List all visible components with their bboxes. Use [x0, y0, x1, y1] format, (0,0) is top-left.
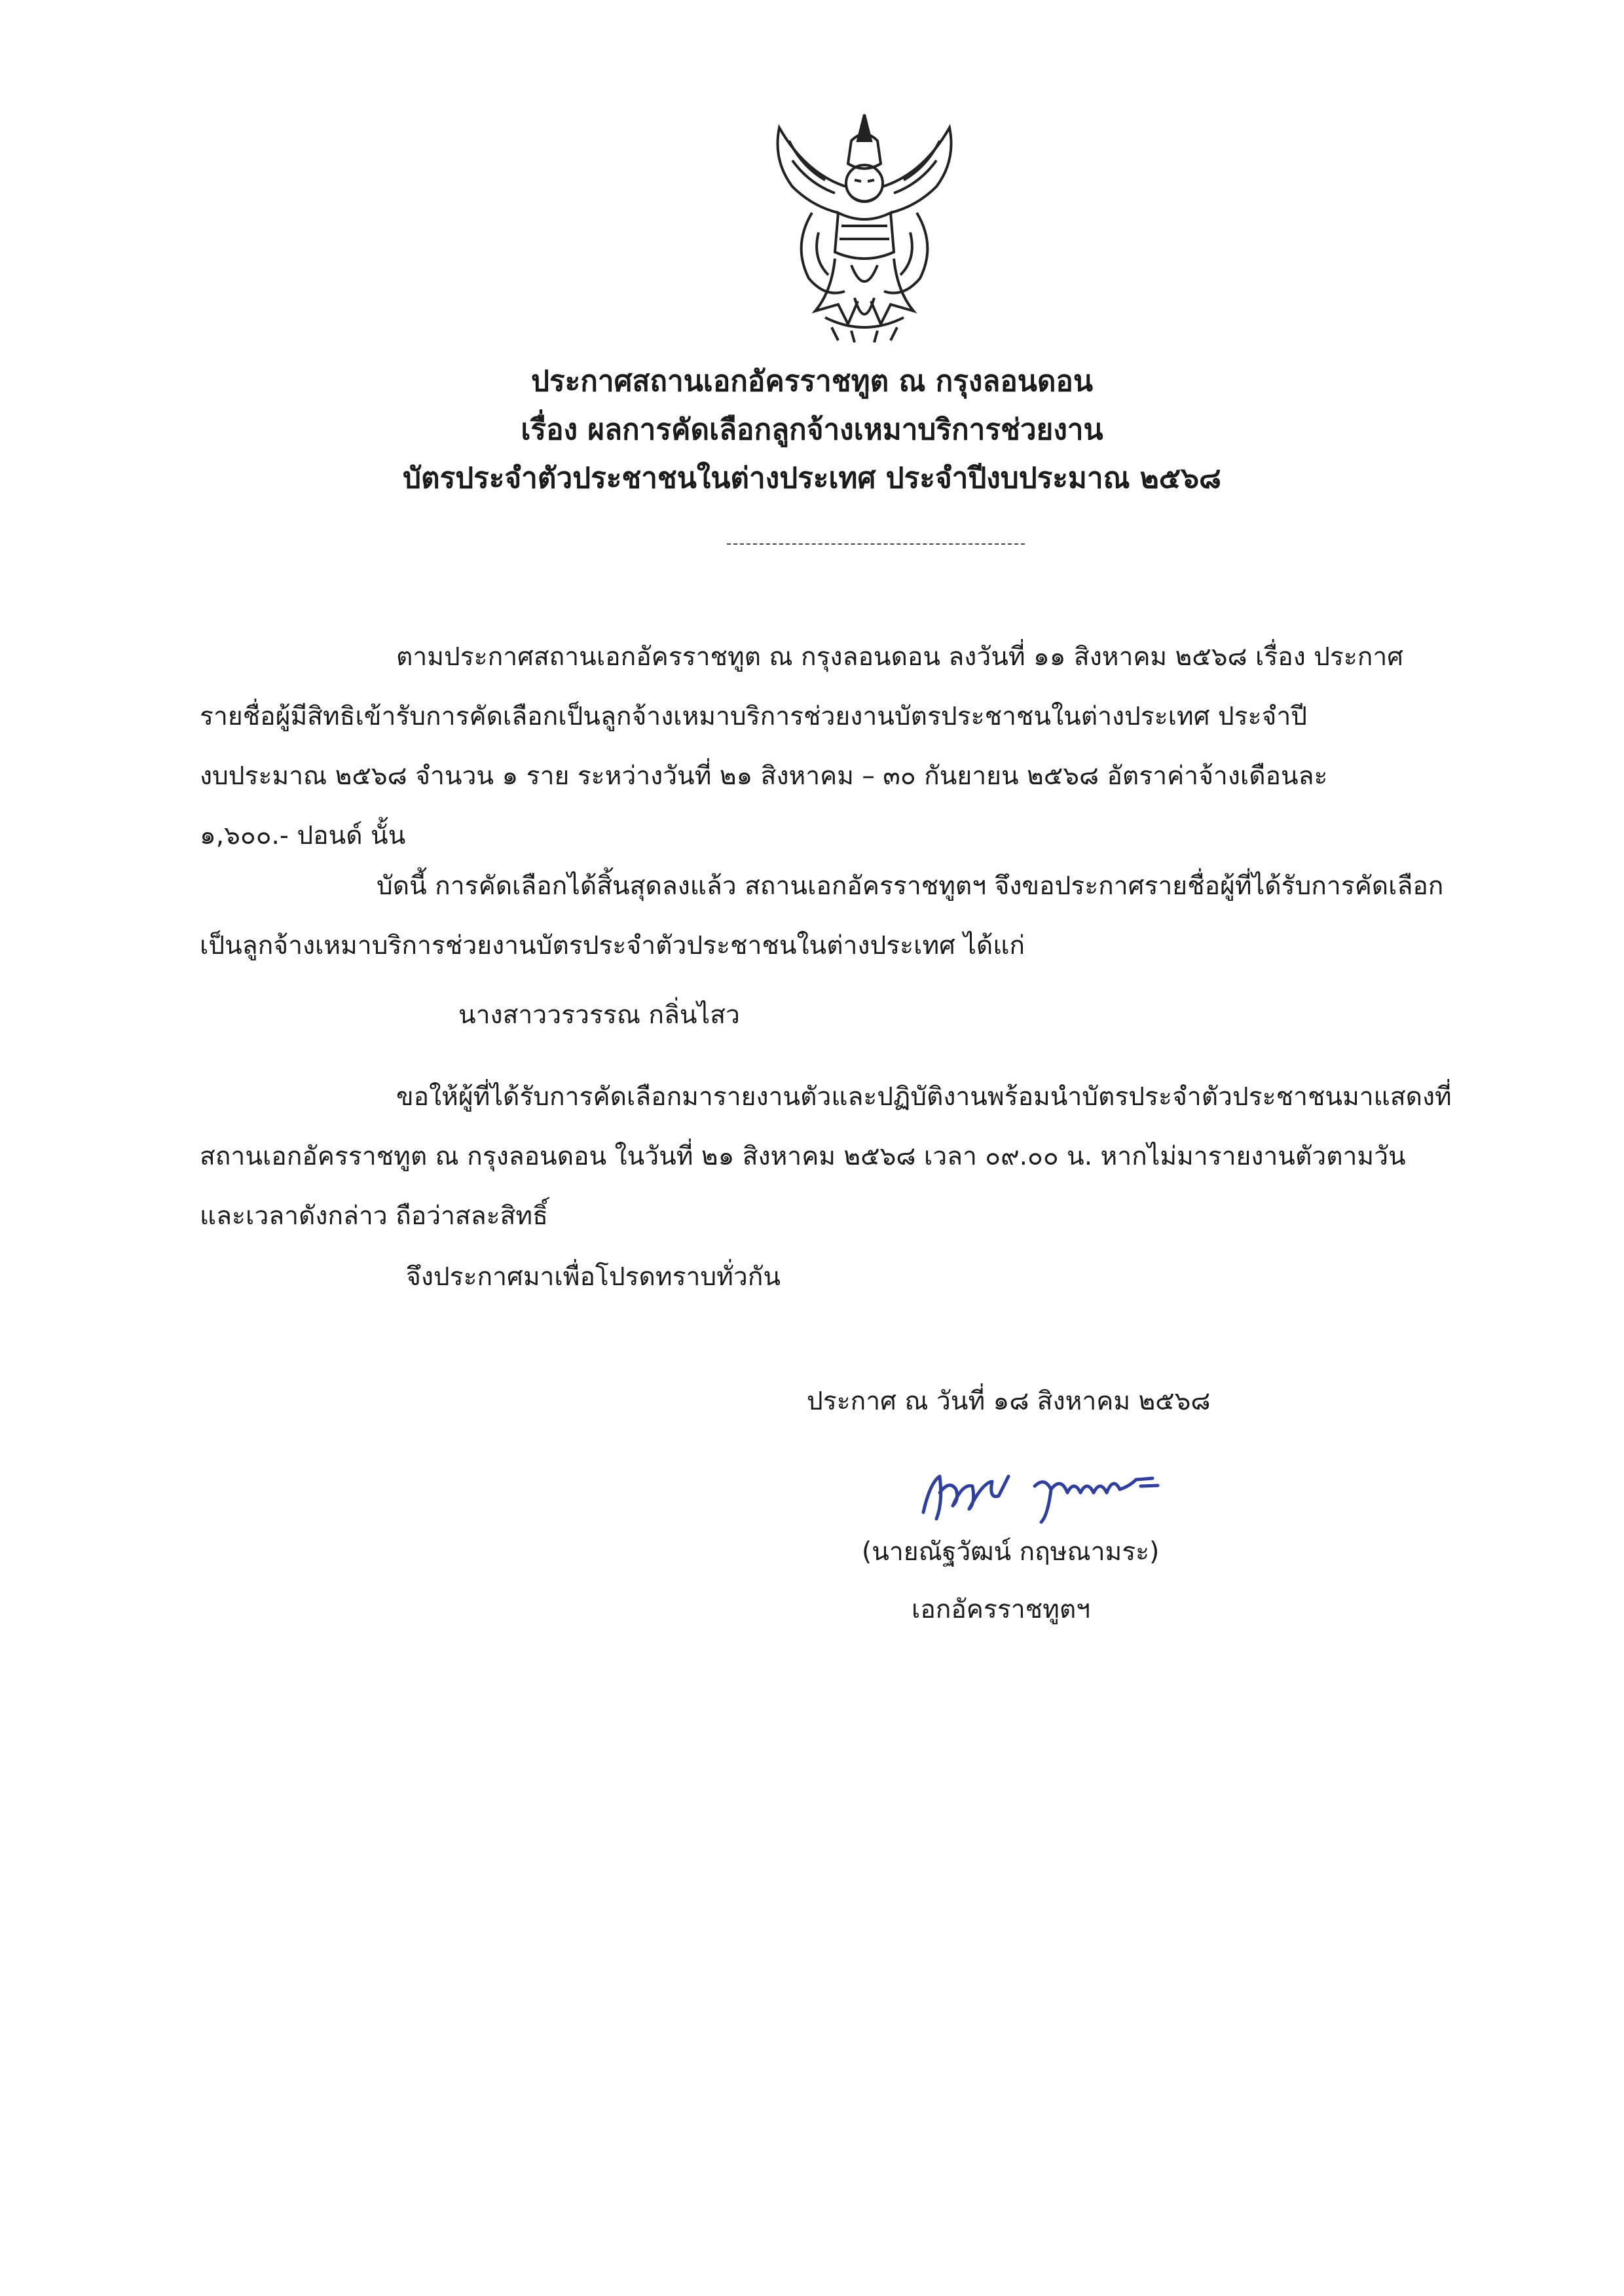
- title-divider: [727, 543, 1025, 545]
- paragraph-1: [200, 627, 1503, 866]
- garuda-emblem-icon: [753, 101, 976, 344]
- title-line-2: เรื่อง ผลการคัดเลือกลูกจ้างเหมาบริการช่วยงาน: [521, 413, 1103, 446]
- paragraph-3-line-3: และเวลาดังกล่าว ถือว่าสละสิทธิ์: [200, 1201, 548, 1231]
- paragraph-2-line-1: บัดนี้ การคัดเลือกได้สิ้นสุดลงแล้ว สถานเอกอัครราชทูตฯ จึงขอประกาศรายชื่อผู้ที่ได้รับการคัดเลือก: [377, 871, 1444, 901]
- paragraph-2: [200, 856, 1542, 975]
- announcement-date: ประกาศ ณ วันที่ ๑๘ สิงหาคม ๒๕๖๘: [807, 1387, 1211, 1416]
- signer-name: (นายณัฐวัฒน์ กฤษณามระ): [862, 1537, 1160, 1567]
- handwritten-signature-icon: [910, 1457, 1238, 1529]
- paragraph-3-line-1: ขอให้ผู้ที่ได้รับการคัดเลือกมารายงานตัวและปฏิบัติงานพร้อมนำบัตรประจำตัวประชาชนมาแสดงที่: [396, 1082, 1452, 1112]
- paragraph-3-line-2: สถานเอกอัครราชทูต ณ กรุงลอนดอน ในวันที่ ๒๑ สิงหาคม ๒๕๖๘ เวลา ๐๙.๐๐ น. หากไม่มารายงานตัวตามวัน: [200, 1142, 1406, 1171]
- paragraph-1-line-3: งบประมาณ ๒๕๖๘ จำนวน ๑ ราย ระหว่างวันที่ ๒๑ สิงหาคม – ๓๐ กันยายน ๒๕๖๘ อัตราค่าจ้างเดือนละ: [200, 761, 1328, 791]
- title-line-3: บัตรประจำตัวประชาชนในต่างประเทศ ประจำปีงบประมาณ ๒๕๖๘: [403, 462, 1221, 495]
- signer-title: เอกอัครราชทูตฯ: [912, 1595, 1091, 1624]
- paragraph-1-line-2: รายชื่อผู้มีสิทธิเข้ารับการคัดเลือกเป็นลูกจ้างเหมาบริการช่วยงานบัตรประชาชนในต่างประเทศ ประจำปี: [200, 702, 1308, 731]
- paragraph-1-line-4: ๑,๖๐๐.- ปอนด์ นั้น: [200, 821, 406, 850]
- paragraph-1-line-1: ตามประกาศสถานเอกอัครราชทูต ณ กรุงลอนดอน ลงวันที่ ๑๑ สิงหาคม ๒๕๖๘ เรื่อง ประกาศ: [396, 642, 1404, 672]
- paragraph-3: [200, 1067, 1522, 1246]
- paragraph-2-line-2: เป็นลูกจ้างเหมาบริการช่วยงานบัตรประจำตัวประชาชนในต่างประเทศ ได้แก่: [200, 931, 1025, 960]
- closing-statement: จึงประกาศมาเพื่อโปรดทราบทั่วกัน: [406, 1262, 781, 1292]
- selected-candidate-name: นางสาววรวรรณ กลิ่นไสว: [458, 1000, 740, 1030]
- title-line-1: ประกาศสถานเอกอัครราชทูต ณ กรุงลอนดอน: [531, 365, 1093, 398]
